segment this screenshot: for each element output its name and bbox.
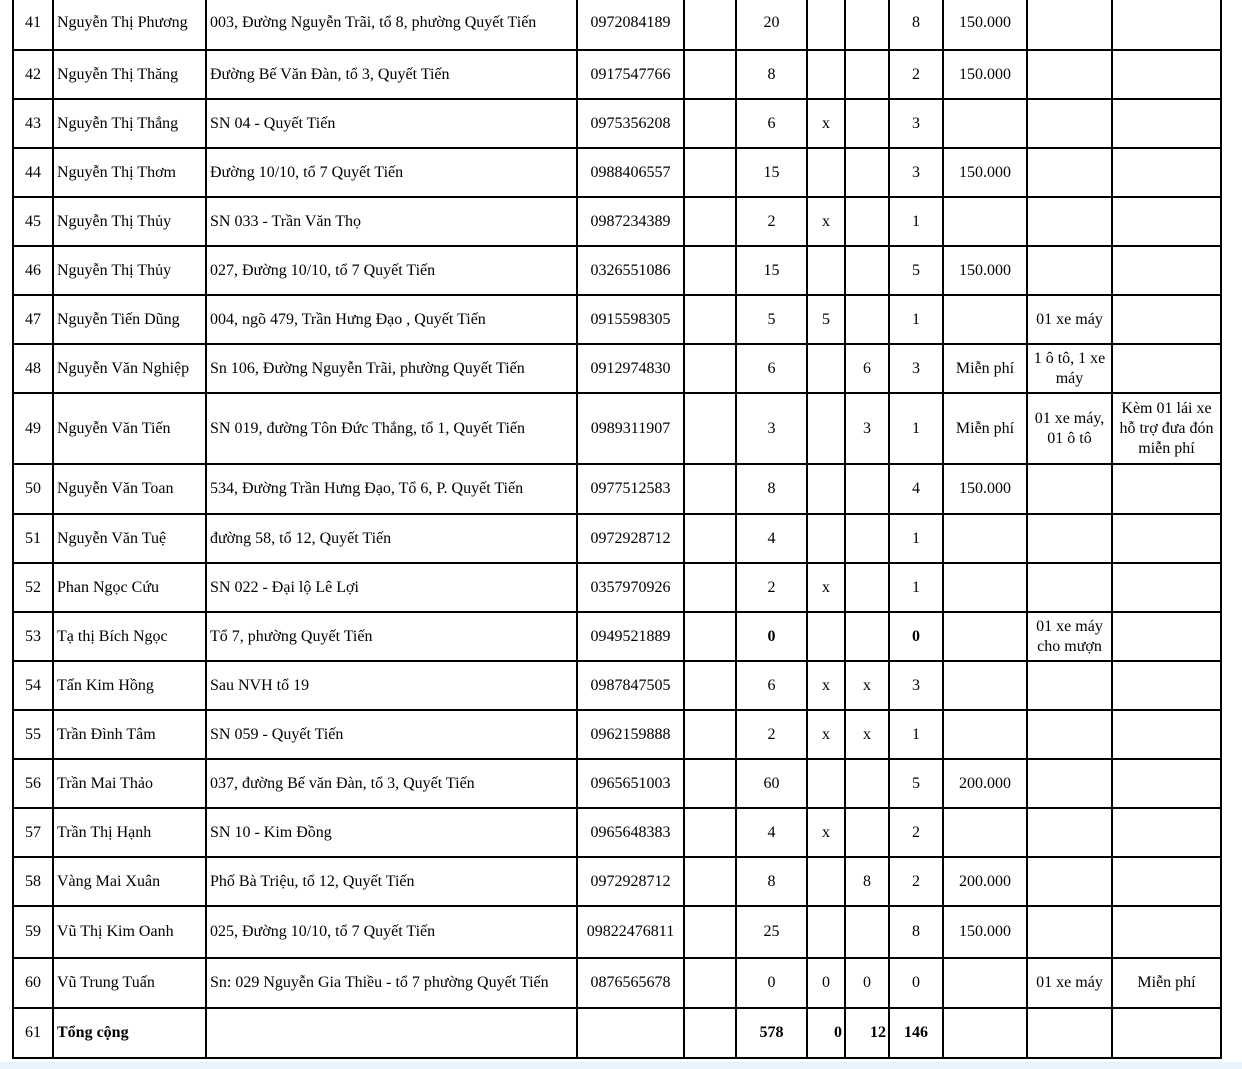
marker-cell-b: x [845,710,889,759]
row-number-cell: 60 [13,958,53,1008]
note-cell [1112,197,1221,246]
marker-cell-a [807,514,845,563]
marker-cell-b [845,906,889,958]
total-marker-a: 0 [807,1008,845,1058]
price-cell: 200.000 [943,759,1027,808]
marker-cell-a [807,857,845,906]
name-cell: Nguyễn Thị Phương [53,0,206,50]
marker-cell-a [807,906,845,958]
extra-cell [684,295,736,344]
price-cell: 150.000 [943,148,1027,197]
row-number-cell: 47 [13,295,53,344]
row-number-cell: 52 [13,563,53,612]
name-cell: Nguyễn Văn Nghiệp [53,344,206,393]
note-cell [1112,50,1221,99]
table-row [13,393,1221,464]
vehicle-cell: 01 xe máy cho mượn [1027,612,1112,661]
marker-cell-b: 8 [845,857,889,906]
vehicle-cell: 01 xe máy, 01 ô tô [1027,393,1112,464]
phone-cell: 0987234389 [577,197,684,246]
extra-cell [684,344,736,393]
rooms-cell: 1 [889,197,943,246]
price-cell [943,808,1027,857]
vehicle-cell [1027,906,1112,958]
note-cell: Miễn phí [1112,958,1221,1008]
capacity-cell: 8 [736,857,807,906]
price-cell [943,958,1027,1008]
marker-cell-b: 0 [845,958,889,1008]
next-row-band [0,1062,1242,1069]
phone-cell: 0987847505 [577,661,684,710]
extra-cell [684,857,736,906]
row-number-cell: 58 [13,857,53,906]
table-row [13,808,1221,857]
phone-cell: 0949521889 [577,612,684,661]
rooms-cell: 1 [889,514,943,563]
price-cell: 150.000 [943,50,1027,99]
table-row [13,464,1221,514]
price-cell [943,563,1027,612]
note-cell [1112,710,1221,759]
extra-cell [684,0,736,50]
name-cell: Nguyễn Thị Thủy [53,246,206,295]
phone-cell: 0975356208 [577,99,684,148]
capacity-cell: 6 [736,661,807,710]
extra-cell [684,563,736,612]
table-row [13,50,1221,99]
marker-cell-a: 0 [807,958,845,1008]
address-cell: SN 033 - Trần Văn Thọ [206,197,577,246]
name-cell: Nguyễn Thị Thủy [53,197,206,246]
address-cell: đường 58, tổ 12, Quyết Tiến [206,514,577,563]
marker-cell-a: x [807,563,845,612]
table-row [13,344,1221,393]
row-number-cell: 51 [13,514,53,563]
note-cell [1112,759,1221,808]
note-cell [1112,808,1221,857]
extra-cell [684,197,736,246]
marker-cell-a: x [807,197,845,246]
name-cell: Trần Đình Tâm [53,710,206,759]
address-cell: Sn: 029 Nguyễn Gia Thiều - tổ 7 phường Quyết Tiến [206,958,577,1008]
extra-cell [684,612,736,661]
marker-cell-a: x [807,808,845,857]
name-cell: Nguyễn Văn Tuệ [53,514,206,563]
price-cell [943,661,1027,710]
vehicle-cell [1027,759,1112,808]
rooms-cell: 1 [889,295,943,344]
capacity-cell: 8 [736,464,807,514]
name-cell: Nguyễn Tiến Dũng [53,295,206,344]
row-number-cell: 55 [13,710,53,759]
phone-cell [577,1008,684,1058]
capacity-cell: 25 [736,906,807,958]
marker-cell-a [807,344,845,393]
table-row [13,563,1221,612]
capacity-cell: 20 [736,0,807,50]
row-number-cell: 53 [13,612,53,661]
rooms-cell: 3 [889,661,943,710]
table-row [13,197,1221,246]
price-cell: 150.000 [943,464,1027,514]
phone-cell: 0912974830 [577,344,684,393]
capacity-cell: 6 [736,99,807,148]
note-cell [1112,906,1221,958]
marker-cell-a: x [807,661,845,710]
extra-cell [684,958,736,1008]
vehicle-cell [1027,0,1112,50]
name-cell: Trần Mai Thảo [53,759,206,808]
row-number-cell: 56 [13,759,53,808]
price-cell [943,514,1027,563]
address-cell: Tổ 7, phường Quyết Tiến [206,612,577,661]
address-cell: SN 019, đường Tôn Đức Thắng, tổ 1, Quyết Tiến [206,393,577,464]
marker-cell-a [807,759,845,808]
extra-cell [684,759,736,808]
extra-cell [684,148,736,197]
note-cell [1112,464,1221,514]
extra-cell [684,1008,736,1058]
extra-cell [684,464,736,514]
vehicle-cell [1027,148,1112,197]
marker-cell-b [845,246,889,295]
phone-cell: 0962159888 [577,710,684,759]
marker-cell-b [845,759,889,808]
total-label: Tổng cộng [53,1008,206,1058]
address-cell: 004, ngõ 479, Trần Hưng Đạo , Quyết Tiến [206,295,577,344]
marker-cell-b: 3 [845,393,889,464]
marker-cell-b [845,295,889,344]
rooms-cell: 4 [889,464,943,514]
address-cell: 027, Đường 10/10, tổ 7 Quyết Tiến [206,246,577,295]
phone-cell: 0915598305 [577,295,684,344]
marker-cell-a: x [807,710,845,759]
rooms-cell: 2 [889,50,943,99]
capacity-cell: 2 [736,710,807,759]
capacity-cell: 8 [736,50,807,99]
price-cell: 200.000 [943,857,1027,906]
extra-cell [684,710,736,759]
phone-cell: 0876565678 [577,958,684,1008]
marker-cell-b: x [845,661,889,710]
rooms-cell: 8 [889,906,943,958]
table-row [13,906,1221,958]
marker-cell-a [807,612,845,661]
address-cell: 534, Đường Trần Hưng Đạo, Tổ 6, P. Quyết Tiến [206,464,577,514]
row-number-cell: 48 [13,344,53,393]
phone-cell: 0965648383 [577,808,684,857]
table-row [13,857,1221,906]
capacity-cell: 6 [736,344,807,393]
address-cell: Đường 10/10, tổ 7 Quyết Tiến [206,148,577,197]
note-cell [1112,295,1221,344]
marker-cell-a [807,393,845,464]
note-cell [1112,661,1221,710]
name-cell: Tấn Kim Hồng [53,661,206,710]
price-cell: 150.000 [943,246,1027,295]
vehicle-cell: 01 xe máy [1027,958,1112,1008]
marker-cell-b [845,99,889,148]
marker-cell-a: x [807,99,845,148]
vehicle-cell [1027,857,1112,906]
marker-cell-b: 6 [845,344,889,393]
capacity-cell: 2 [736,563,807,612]
price-cell [943,99,1027,148]
row-number-cell: 54 [13,661,53,710]
address-cell: Sn 106, Đường Nguyễn Trãi, phường Quyết Tiến [206,344,577,393]
vehicle-cell [1027,50,1112,99]
phone-cell: 0965651003 [577,759,684,808]
table-row [13,246,1221,295]
rooms-cell: 2 [889,857,943,906]
note-cell [1112,857,1221,906]
row-number-cell: 50 [13,464,53,514]
capacity-cell: 4 [736,808,807,857]
table-row [13,612,1221,661]
rooms-cell: 1 [889,710,943,759]
address-cell: SN 10 - Kim Đồng [206,808,577,857]
extra-cell [684,514,736,563]
note-cell [1112,148,1221,197]
marker-cell-a: 5 [807,295,845,344]
phone-cell: 0357970926 [577,563,684,612]
vehicle-cell [1027,514,1112,563]
spreadsheet-table [12,0,1222,1059]
note-cell: Kèm 01 lái xe hỗ trợ đưa đón miễn phí [1112,393,1221,464]
marker-cell-a [807,246,845,295]
phone-cell: 0988406557 [577,148,684,197]
marker-cell-b [845,514,889,563]
name-cell: Vàng Mai Xuân [53,857,206,906]
capacity-cell: 3 [736,393,807,464]
name-cell: Nguyễn Thị Thắng [53,99,206,148]
capacity-cell: 0 [736,612,807,661]
extra-cell [684,50,736,99]
table-row [13,295,1221,344]
marker-cell-a [807,464,845,514]
phone-cell: 0972928712 [577,514,684,563]
rooms-cell: 3 [889,99,943,148]
extra-cell [684,99,736,148]
note-cell [1112,344,1221,393]
row-number-cell: 61 [13,1008,53,1058]
marker-cell-a [807,148,845,197]
name-cell: Phan Ngọc Cứu [53,563,206,612]
note-cell [1112,514,1221,563]
total-rooms: 146 [889,1008,943,1058]
row-number-cell: 41 [13,0,53,50]
price-cell [943,612,1027,661]
address-cell: 037, đường Bế văn Đàn, tổ 3, Quyết Tiến [206,759,577,808]
row-number-cell: 45 [13,197,53,246]
rooms-cell: 1 [889,563,943,612]
capacity-cell: 5 [736,295,807,344]
note-cell [1112,99,1221,148]
rooms-cell: 0 [889,958,943,1008]
address-cell: Phố Bà Triệu, tổ 12, Quyết Tiến [206,857,577,906]
total-marker-b: 12 [845,1008,889,1058]
table-row [13,0,1221,50]
name-cell: Vũ Thị Kim Oanh [53,906,206,958]
total-row [13,1008,1221,1058]
rooms-cell: 3 [889,344,943,393]
phone-cell: 0989311907 [577,393,684,464]
note-cell [1112,0,1221,50]
total-capacity: 578 [736,1008,807,1058]
name-cell: Trần Thị Hạnh [53,808,206,857]
address-cell: SN 04 - Quyết Tiến [206,99,577,148]
vehicle-cell [1027,464,1112,514]
extra-cell [684,393,736,464]
address-cell [206,1008,577,1058]
table-row [13,710,1221,759]
capacity-cell: 2 [736,197,807,246]
row-number-cell: 49 [13,393,53,464]
phone-cell: 0917547766 [577,50,684,99]
table-row [13,958,1221,1008]
price-cell: Miễn phí [943,344,1027,393]
price-cell [943,1008,1027,1058]
note-cell [1112,563,1221,612]
extra-cell [684,808,736,857]
rooms-cell: 8 [889,0,943,50]
address-cell: 003, Đường Nguyễn Trãi, tổ 8, phường Quyết Tiến [206,0,577,50]
row-number-cell: 42 [13,50,53,99]
extra-cell [684,661,736,710]
price-cell [943,710,1027,759]
extra-cell [684,246,736,295]
name-cell: Nguyễn Thị Thơm [53,148,206,197]
note-cell [1112,246,1221,295]
phone-cell: 0977512583 [577,464,684,514]
note-cell [1112,612,1221,661]
vehicle-cell [1027,197,1112,246]
name-cell: Nguyễn Văn Toan [53,464,206,514]
marker-cell-b [845,148,889,197]
vehicle-cell [1027,246,1112,295]
price-cell: 150.000 [943,0,1027,50]
address-cell: 025, Đường 10/10, tổ 7 Quyết Tiến [206,906,577,958]
marker-cell-b [845,464,889,514]
vehicle-cell [1027,1008,1112,1058]
vehicle-cell [1027,563,1112,612]
marker-cell-b [845,197,889,246]
marker-cell-b [845,0,889,50]
marker-cell-b [845,612,889,661]
row-number-cell: 43 [13,99,53,148]
rooms-cell: 3 [889,148,943,197]
address-cell: Sau NVH tổ 19 [206,661,577,710]
rooms-cell: 5 [889,246,943,295]
price-cell: 150.000 [943,906,1027,958]
capacity-cell: 15 [736,148,807,197]
table-row [13,99,1221,148]
rooms-cell: 0 [889,612,943,661]
capacity-cell: 60 [736,759,807,808]
name-cell: Vũ Trung Tuấn [53,958,206,1008]
row-number-cell: 46 [13,246,53,295]
row-number-cell: 57 [13,808,53,857]
vehicle-cell: 1 ô tô, 1 xe máy [1027,344,1112,393]
name-cell: Nguyễn Thị Thăng [53,50,206,99]
phone-cell: 0972928712 [577,857,684,906]
capacity-cell: 4 [736,514,807,563]
marker-cell-a [807,50,845,99]
vehicle-cell [1027,99,1112,148]
address-cell: SN 059 - Quyết Tiến [206,710,577,759]
table-row [13,661,1221,710]
name-cell: Nguyễn Văn Tiến [53,393,206,464]
rooms-cell: 5 [889,759,943,808]
address-cell: SN 022 - Đại lộ Lê Lợi [206,563,577,612]
note-cell [1112,1008,1221,1058]
marker-cell-b [845,808,889,857]
table-row [13,759,1221,808]
vehicle-cell [1027,710,1112,759]
name-cell: Tạ thị Bích Ngọc [53,612,206,661]
price-cell [943,295,1027,344]
price-cell [943,197,1027,246]
rooms-cell: 1 [889,393,943,464]
phone-cell: 0972084189 [577,0,684,50]
marker-cell-b [845,563,889,612]
phone-cell: 0326551086 [577,246,684,295]
rooms-cell: 2 [889,808,943,857]
marker-cell-b [845,50,889,99]
table-row [13,148,1221,197]
price-cell: Miễn phí [943,393,1027,464]
table-row [13,514,1221,563]
capacity-cell: 0 [736,958,807,1008]
phone-cell: 09822476811 [577,906,684,958]
row-number-cell: 59 [13,906,53,958]
vehicle-cell: 01 xe máy [1027,295,1112,344]
address-cell: Đường Bế Văn Đàn, tổ 3, Quyết Tiến [206,50,577,99]
capacity-cell: 15 [736,246,807,295]
vehicle-cell [1027,808,1112,857]
extra-cell [684,906,736,958]
row-number-cell: 44 [13,148,53,197]
marker-cell-a [807,0,845,50]
vehicle-cell [1027,661,1112,710]
